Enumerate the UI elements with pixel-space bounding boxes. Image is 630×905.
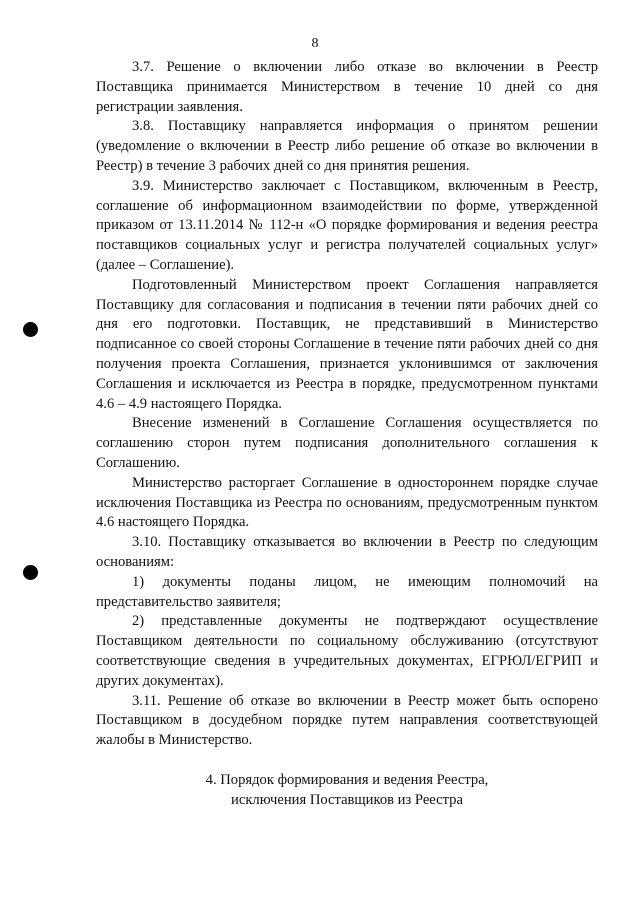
paragraph-agreement-changes: Внесение изменений в Соглашение Соглашения осуществляется по соглашению сторон путем подписания дополнительного соглашения к Соглашению. (96, 415, 598, 471)
document-body (96, 58, 598, 751)
page-number: 8 (311, 36, 319, 51)
list-item-reason-1: 1) документы поданы лицом, не имеющим полномочий на представительство заявителя; (96, 573, 598, 610)
section-heading (96, 770, 598, 810)
paragraph-agreement-draft: Подготовленный Министерством проект Соглашения направляется Поставщику для согласования и подписания в течении пяти рабочих дней со дня его подготовки. Поставщик, не представивший в Министерство подписанное со своей стороны Соглашение в течение пяти рабочих дней со дня получения проекта Соглашения, признается уклонившимся от заключения Соглашения и исключается из Реестра в порядке, предусмотренном пунктами 4.6 – 4.9 настоящего Порядка. (96, 276, 598, 412)
paragraph-3-9: 3.9. Министерство заключает с Поставщиком, включенным в Реестр, соглашение об информационном взаимодействии по форме, утвержденной приказом от 13.11.2014 № 112-н «О порядке формирования и ведения реестра поставщиков социальных услуг и регистра получателей социальных услуг» (далее – Соглашение). (96, 177, 598, 273)
punch-hole-mark (23, 565, 38, 580)
paragraph-agreement-termination: Министерство расторгает Соглашение в одностороннем порядке случае исключения Поставщика из Реестра по основаниям, предусмотренным пунктом 4.6 настоящего Порядка. (96, 474, 598, 531)
paragraph-3-8: 3.8. Поставщику направляется информация о принятом решении (уведомление о включении в Реестр либо решение об отказе во включении в Реестр) в течение 3 рабочих дней со дня принятия решения. (96, 118, 598, 174)
paragraph-3-10: 3.10. Поставщику отказывается во включении в Реестр по следующим основаниям: (96, 534, 598, 570)
section-heading-line-2: исключения Поставщиков из Реестра (231, 792, 463, 808)
punch-hole-mark (23, 322, 38, 337)
list-item-reason-2: 2) представленные документы не подтверждают осуществление Поставщиком деятельности по социальному обслуживанию (отсутствуют соответствующие сведения в учредительных документах, ЕГРЮЛ/ЕГРИП и других документах). (96, 613, 598, 689)
paragraph-3-11: 3.11. Решение об отказе во включении в Реестр может быть оспорено Поставщиком в досудебном порядке путем направления соответствующей жалобы в Министерство. (96, 692, 598, 749)
paragraph-3-7: 3.7. Решение о включении либо отказе во включении в Реестр Поставщика принимается Министерством в течение 10 дней со дня регистрации заявления. (96, 59, 598, 115)
section-heading-line-1: 4. Порядок формирования и ведения Реестра, (205, 772, 489, 788)
